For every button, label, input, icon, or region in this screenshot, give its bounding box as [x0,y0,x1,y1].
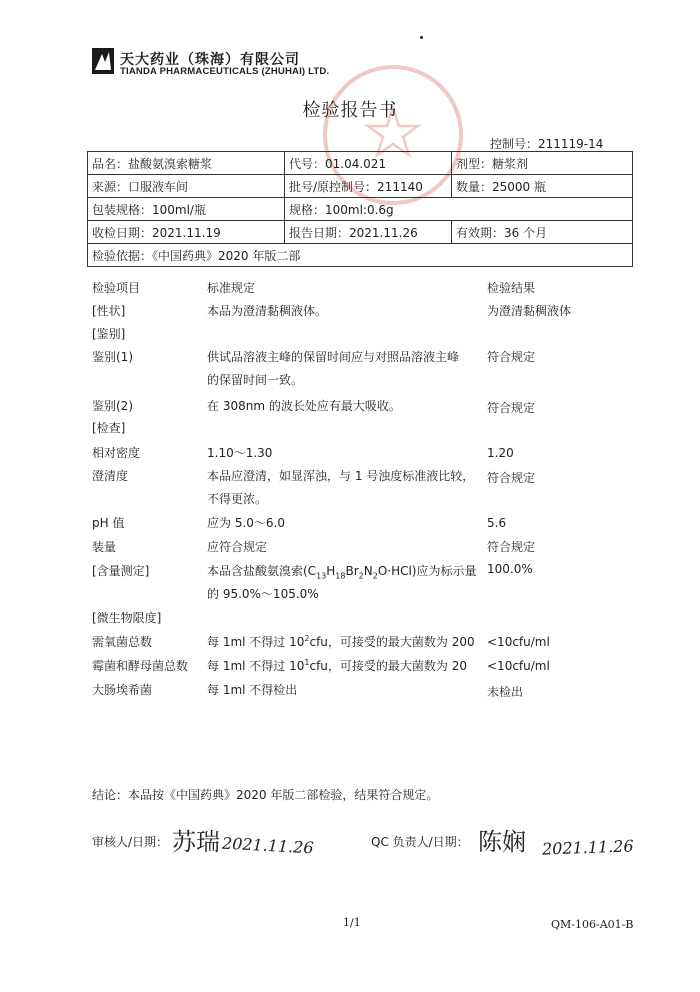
assay-standard-text: 本品含盐酸氨溴索(C [207,564,317,578]
item-result: 符合规定 [487,350,536,364]
source: 来源：口服液车间 [88,175,285,198]
page-number: 1/1 [343,916,361,929]
section-label: [微生物限度] [92,611,162,625]
received-date: 收检日期：2021.11.19 [88,221,285,244]
item-result: 5.6 [487,516,507,530]
product-code: 代号：01.04.021 [285,152,452,175]
assay-standard-text-end: O·HCl)应为标示量 [377,564,477,578]
header-standard: 标准规定 [207,281,256,295]
item-standard: 供试品溶液主峰的保留时间应与对照品溶液主峰 [207,350,460,364]
item-label: 鉴别(1) [92,350,133,364]
mold-standard: 每 1ml 不得过 $10^1cfu$，可接受的最大菌数为 20 [207,658,467,673]
product-name: 品名：盐酸氨溴索糖浆 [88,152,285,175]
batch-number: 批号/原控制号：211140 [285,175,452,198]
specification: 规格：100ml:0.6g [285,198,633,221]
validity: 有效期：36 个月 [452,221,633,244]
item-standard: 本品应澄清，如显浑浊，与 1 号浊度标准液比较， [207,469,475,483]
item-standard: 在 308nm 的波长处应有最大吸收。 [207,399,401,413]
header-result: 检验结果 [487,281,536,295]
section-label: [检查] [92,421,126,435]
item-label: 大肠埃希菌 [92,683,153,697]
section-label: [鉴别] [92,327,126,341]
company-name-cn: 天大药业（珠海）有限公司 [120,52,300,68]
item-label: 装量 [92,540,117,554]
item-label: 需氧菌总数 [92,635,153,649]
item-result: 1.20 [487,446,514,460]
aerobic-standard-text: 每 1ml 不得过 10 [207,635,305,649]
item-standard: 本品为澄清黏稠液体。 [207,304,328,318]
control-number: 控制号：211119-14 [490,137,604,151]
test-basis: 检验依据：《中国药典》2020 年版二部 [88,244,633,267]
mark-dot [420,36,423,39]
conclusion: 结论：本品按《中国药典》2020 年版二部检验，结果符合规定。 [92,788,439,802]
item-standard: 1.10～1.30 [207,446,273,460]
item-result: 符合规定 [487,471,536,485]
product-info-table [87,151,633,267]
item-label: pH 值 [92,516,125,530]
dosage-form: 剂型：糖浆剂 [452,152,633,175]
aerobic-standard: 每 1ml 不得过 $10^2cfu$，可接受的最大菌数为 200 [207,634,475,649]
report-date: 报告日期：2021.11.26 [285,221,452,244]
reviewer-date: 2021.11.26 [221,833,315,858]
item-label: [含量测定] [92,564,150,578]
item-standard: 应符合规定 [207,540,268,554]
item-result: 符合规定 [487,401,536,415]
quantity: 数量：25000 瓶 [452,175,633,198]
item-standard: 的保留时间一致。 [207,373,304,387]
item-result: <10cfu/ml [487,635,550,649]
item-label: [性状] [92,304,126,318]
aerobic-standard-text-end: cfu，可接受的最大菌数为 200 [309,635,475,649]
qc-signature: 陈娴 [478,828,526,856]
item-result: <10cfu/ml [487,659,550,673]
header-item: 检验项目 [92,281,141,295]
item-result: 100.0% [487,562,533,576]
mold-standard-text-end: cfu，可接受的最大菌数为 20 [309,659,467,673]
item-label: 相对密度 [92,446,141,460]
item-standard: 应为 5.0～6.0 [207,516,285,530]
item-standard: 不得更浓。 [207,492,268,506]
item-standard: 每 1ml 不得检出 [207,683,298,697]
item-label: 鉴别(2) [92,399,133,413]
item-result: 符合规定 [487,540,536,554]
document-code: QM-106-A01-B [551,918,634,931]
package-spec: 包装规格：100ml/瓶 [88,198,285,221]
assay-standard: 本品含盐酸氨溴索$(C_{13}H_{18}Br_2N_2O\cdot HCl)$应为标示量 [207,564,477,581]
item-label: 霉菌和酵母菌总数 [92,659,189,673]
mold-standard-text: 每 1ml 不得过 10 [207,659,305,673]
page-title: 检验报告书 [302,100,398,121]
item-standard: 的 95.0%～105.0% [207,587,319,601]
item-result: 为澄清黏稠液体 [487,304,572,318]
item-result: 未检出 [487,685,524,699]
company-name-en: TIANDA PHARMACEUTICALS (ZHUHAI) LTD. [120,66,330,77]
company-logo-icon [92,48,114,74]
reviewer-signature: 苏瑞 [172,828,220,856]
qc-label: QC 负责人/日期： [371,835,469,849]
reviewer-label: 审核人/日期： [92,835,169,849]
qc-date: 2021.11.26 [541,836,634,859]
item-label: 澄清度 [92,469,129,483]
